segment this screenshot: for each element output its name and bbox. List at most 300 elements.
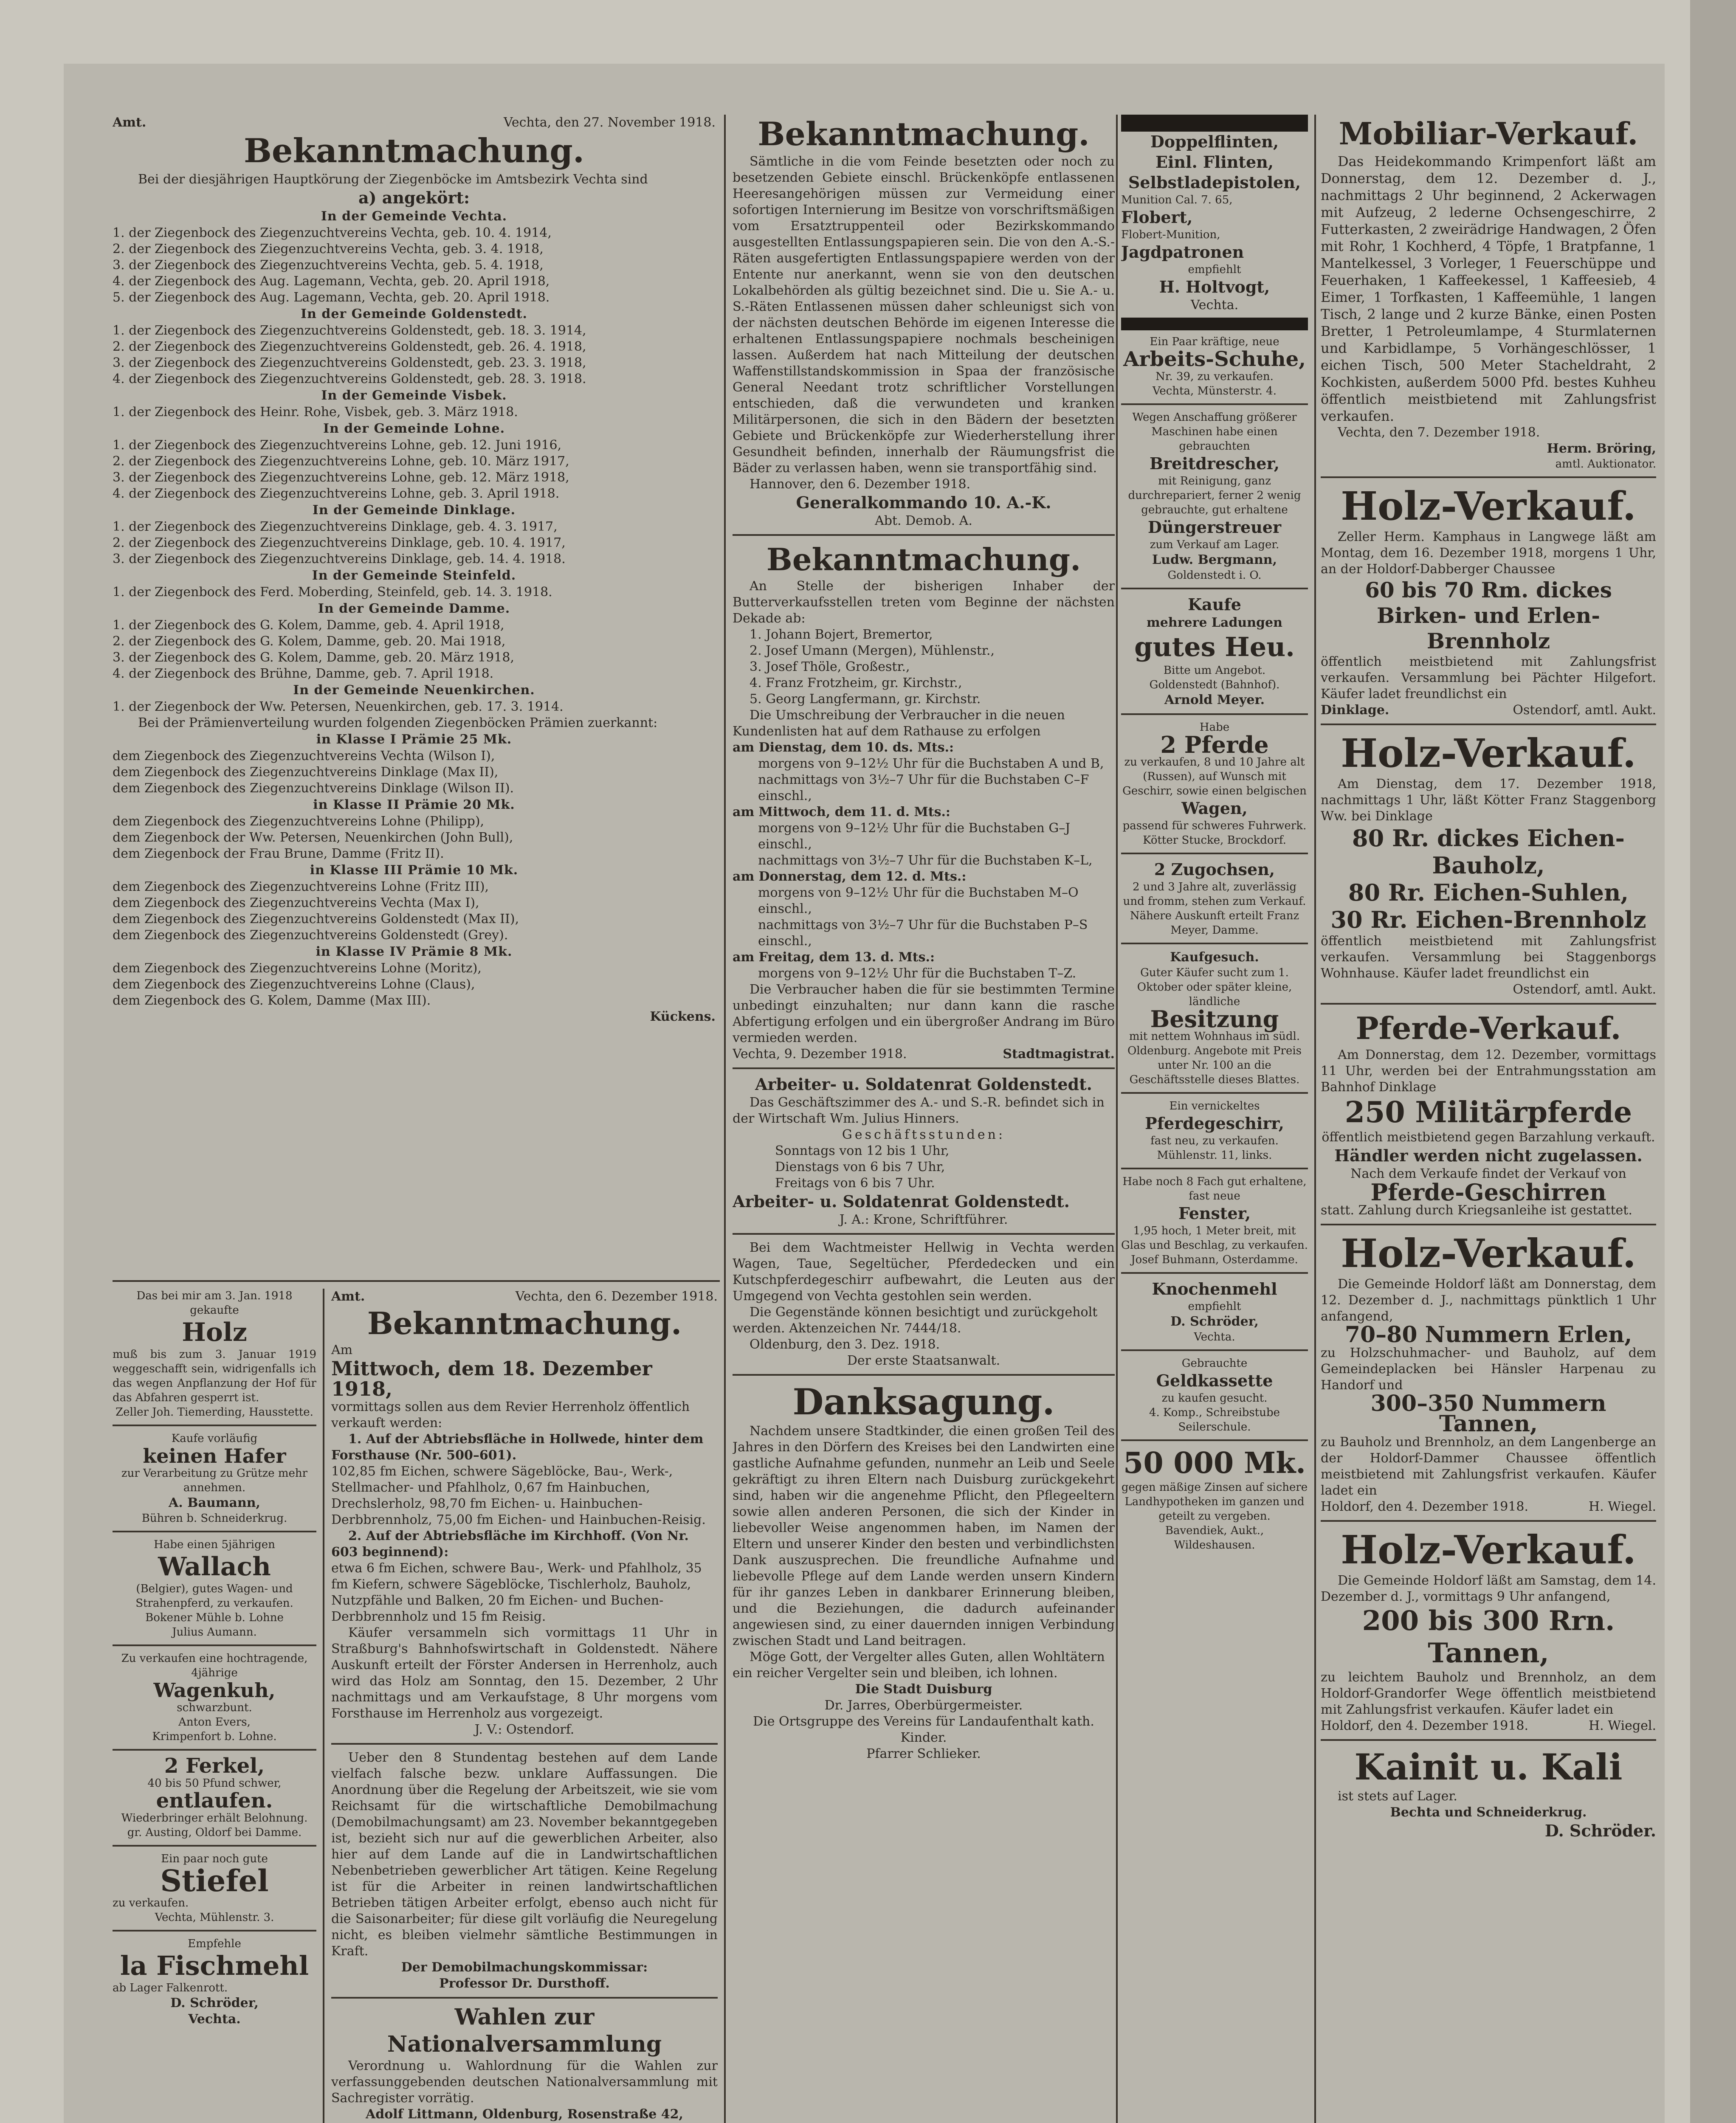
theft-sign: Der erste Staatsanwalt. <box>847 1353 1000 1368</box>
butter-footer <box>733 1046 1115 1062</box>
gelding-title: Wallach <box>158 1552 271 1582</box>
class-line: dem Ziegenbock des Ziegenzuchtvereins Goldenstedt (Grey). <box>113 928 508 943</box>
furniture-sign2: amtl. Auktionator. <box>1555 458 1656 470</box>
forestry-p2-body: etwa 6 fm Eichen, schwere Bau-, Werk- und Pfahlholz, 35 fm Kiefern, schwere Sägeblöcke, Tischlerholz, Bauholz, Nutzpfähle und Balken, 20 fm Eichen- und Buchen-Derbbrennholz und 15 fm Reisig. <box>331 1561 702 1624</box>
wood-item: 80 Rr. dickes Eichen-Bauholz, <box>1352 825 1625 879</box>
group-line: 4. der Ziegenbock des Aug. Lagemann, Vechta, geb. 20. April 1918, <box>113 274 550 289</box>
class-line: dem Ziegenbock des Ziegenzuchtvereins Lohne (Philipp), <box>113 814 485 829</box>
column-divider <box>1314 115 1316 2123</box>
horse-sale-after: Nach dem Verkaufe findet der Verkauf von <box>1350 1166 1626 1181</box>
recommends: empfiehlt <box>1188 263 1241 276</box>
person-line: 3. Josef Thöle, Großestr., <box>750 659 910 674</box>
butter-date: Vechta, 9. Dezember 1918. <box>733 1047 907 1062</box>
class-line: dem Ziegenbock des Ziegenzuchtvereins Lohne (Moritz), <box>113 961 482 976</box>
group-line: 2. der Ziegenbock des G. Kolem, Damme, geb. 20. Mai 1918, <box>113 634 506 649</box>
schedule-line: am Dienstag, dem 10. ds. Mts.: <box>733 740 954 755</box>
windows-intro: Habe noch 8 Fach gut erhaltene, fast neue <box>1122 1175 1307 1202</box>
loan-amount: 50 000 Mk. <box>1123 1446 1306 1480</box>
divider <box>113 1425 316 1426</box>
buy-sub: mehrere Ladungen <box>1147 615 1282 630</box>
notice-intro: Bei der diesjährigen Hauptkörung der Ziegenböcke im Amtsbezirk Vechta sind <box>138 172 648 187</box>
fishmeal-title: la Fischmehl <box>120 1950 309 1981</box>
schedule-line: am Freitag, dem 13. d. Mts.: <box>733 950 935 965</box>
butter-persons <box>733 627 1115 707</box>
horse-sale-title: Pferde-Verkauf. <box>1356 1010 1621 1046</box>
theft-date: Oldenburg, den 3. Dez. 1918. <box>750 1337 940 1352</box>
group-heading: In der Gemeinde Goldenstedt. <box>301 307 527 321</box>
goldenstedt: Goldenstedt i. O. <box>1167 569 1262 582</box>
class-heading: in Klasse II Prämie 20 Mk. <box>313 797 515 812</box>
cow-intro: Zu verkaufen eine hochtragende, 4jährige <box>121 1652 308 1679</box>
divider <box>1321 1224 1656 1225</box>
divider <box>733 1233 1115 1235</box>
wood-claim-body: muß bis zum 3. Januar 1919 weggeschafft sein, widrigenfalls ich das wegen Anpflanzung der Hof für das Abfahren gesperrt ist. <box>113 1348 316 1404</box>
header-date: Vechta, den 27. November 1918. <box>503 115 716 130</box>
hours-line: Freitags von 6 bis 7 Uhr. <box>775 1176 935 1191</box>
notice-title: Bekanntmachung. <box>244 132 584 170</box>
shoes-size: Nr. 39, zu verkaufen. <box>1155 370 1274 383</box>
wood-sale-3-date: Holdorf, den 4. Dezember 1918. <box>1321 1499 1529 1514</box>
gelding-seller: Julius Aumann. <box>172 1626 257 1639</box>
cow-title: Wagenkuh, <box>153 1679 276 1702</box>
wood-sale-1-title: Holz-Verkauf. <box>1341 483 1636 529</box>
harness-intro: Ein vernickeltes <box>1169 1100 1260 1112</box>
forestry-title: Bekanntmachung. <box>367 1305 682 1341</box>
windows-seller: Josef Buhmann, Osterdamme. <box>1131 1253 1298 1266</box>
premium-intro: Bei der Prämienverteilung wurden folgenden Ziegenböcken Prämien zuerkannt: <box>138 715 658 730</box>
thanks-body2: Möge Gott, der Vergelter alles Guten, allen Wohltätern ein reicher Vergelter sein und bleiben, ich lohnen. <box>733 1650 1105 1681</box>
spreader: Düngerstreuer <box>1148 518 1281 537</box>
group-line: 2. der Ziegenbock des Ziegenzuchtvereins Vechta, geb. 3. 4. 1918, <box>113 242 544 256</box>
group-line: 4. der Ziegenbock des Ziegenzuchtvereins Goldenstedt, geb. 28. 3. 1918. <box>113 372 586 386</box>
piglets-escaped: entlaufen. <box>156 1789 273 1813</box>
divider <box>113 1280 720 1282</box>
divider <box>1321 1520 1656 1522</box>
group-heading: In der Gemeinde Visbek. <box>321 388 507 403</box>
wood-sale-4-body2: zu leichtem Bauholz und Brennholz, an dem Holdorf-Grandorfer Wege öffentlich meistbietend mit Zahlungsfrist verkaufen. Käufer ladet ein <box>1321 1670 1656 1717</box>
wood-sale-3-sign: H. Wiegel. <box>1589 1499 1656 1514</box>
wood-sale-2-title: Holz-Verkauf. <box>1341 730 1636 776</box>
thresher-intro: Wegen Anschaffung größerer Maschinen habe einen gebrauchten <box>1132 411 1297 453</box>
forestry-office: Amt. <box>331 1289 365 1304</box>
furniture-title: Mobiliar-Verkauf. <box>1339 115 1638 152</box>
horses-body: zu verkaufen, 8 und 10 Jahre alt (Russen), auf Wunsch mit Geschirr, sowie einen belgischen <box>1122 756 1307 797</box>
divider <box>113 1531 316 1532</box>
group-line: 3. der Ziegenbock des G. Kolem, Damme, geb. 20. März 1918, <box>113 650 514 665</box>
forestry-p1: 1. Auf der Abtriebsfläche in Hollwede, hinter dem Forsthause (Nr. 500–601). <box>331 1432 704 1463</box>
estate-body: mit nettem Wohnhaus im südl. Oldenburg. Angebote mit Preis unter Nr. 100 an die Geschäftsstelle dieses Blattes. <box>1127 1030 1302 1086</box>
council-sign2: J. A.: Krone, Schriftführer. <box>839 1212 1008 1227</box>
fishmeal-seller: D. Schröder, <box>170 1996 259 2010</box>
thresher-body: mit Reinigung, ganz durchrepariert, ferner 2 wenig gebrauchte, gut erhaltene <box>1128 475 1301 516</box>
vechta: Vechta. <box>1190 298 1239 313</box>
wood-sale-3-items1: 70–80 Nummern Erlen, <box>1344 1322 1632 1348</box>
person-line: 2. Josef Umann (Mergen), Mühlenstr., <box>750 643 995 658</box>
holtvogt: H. Holtvogt, <box>1159 277 1270 296</box>
horse-sale-body: Am Donnerstag, dem 12. Dezember, vormittags 11 Uhr, werden bei der Entrahmungsstation am Bahnhof Dinklage <box>1321 1047 1656 1095</box>
group-line: 3. der Ziegenbock des Ziegenzuchtvereins Goldenstedt, geb. 23. 3. 1918, <box>113 355 586 370</box>
black-bar <box>1121 318 1308 330</box>
thanks-group: Die Ortsgruppe des Vereins für Landaufenthalt kath. Kinder. <box>753 1714 1094 1745</box>
divider <box>1121 403 1308 405</box>
header-office: Amt. <box>113 115 147 130</box>
thresher-title: Breitdrescher, <box>1150 454 1279 473</box>
class-heading: in Klasse I Prämie 25 Mk. <box>316 732 512 747</box>
theft-notice2: Die Gegenstände können besichtigt und zurückgeholt werden. Aktenzeichen Nr. 7444/18. <box>733 1305 1098 1336</box>
small-ads <box>113 1289 316 2027</box>
horse-sale-count: 250 Militärpferde <box>1344 1095 1632 1129</box>
divider <box>1121 1272 1308 1274</box>
potash-body: ist stets auf Lager. <box>1338 1789 1457 1804</box>
column-three <box>1121 115 1308 2123</box>
oats-title: keinen Hafer <box>143 1444 286 1467</box>
wood-item: 30 Rr. Eichen-Brennholz <box>1330 906 1646 933</box>
election-printer: Adolf Littmann, Oldenburg, Rosenstraße 42, <box>365 2107 683 2122</box>
forestry-sign: J. V.: Ostendorf. <box>474 1722 575 1737</box>
oxen-body: 2 und 3 Jahre alt, zuverlässig und fromm, stehen zum Verkauf. <box>1123 881 1306 908</box>
group-line: 2. der Ziegenbock des Ziegenzuchtvereins Goldenstedt, geb. 26. 4. 1918, <box>113 339 586 354</box>
cashbox-company: 4. Komp., Schreibstube Seilerschule. <box>1149 1406 1280 1433</box>
demob-date: Hannover, den 6. Dezember 1918. <box>750 477 971 492</box>
gelding-mill: Bokener Mühle b. Lohne <box>145 1611 284 1624</box>
class-heading: in Klasse III Prämie 10 Mk. <box>310 863 519 878</box>
furniture-body: Das Heidekommando Krimpenfort läßt am Donnerstag, dem 12. Dezember d. J., nachmittags 2 Uhr beginnend, 2 Ackerwagen mit Aufzeug, 2 lederne Ochsengeschirre, 2 Futterkasten, 2 zweirädrige Handwagen, 2 Öfen mit Rohr, 1 Kochherd, 4 Töpfe, 1 Bratpfanne, 1 Mantelkessel, 3 Vorleger, 1 Feuerschüppe und Feuerhaken, 1 Kaffeekessel, 1 Kaffeesieb, 4 Eimer, 1 Torfkasten, 1 Kaffeemühle, 1 langen Tisch, 2 lange und 2 kurze Bänke, einen Posten Bretter, 1 Petroleumlampe, 4 Sturmlaternen und Karbidlampe, 5 Vorhängeschlösser, 1 eichen Tisch, 500 Meter Stacheldraht, 2 Kochkisten, außerdem 5000 Pfd. bestes Kuhheu öffentlich meistbietend mit Zahlungsfrist verkaufen. <box>1321 153 1656 424</box>
oxen-title: 2 Zugochsen, <box>1154 860 1275 879</box>
group-line: 1. der Ziegenbock des G. Kolem, Damme, geb. 4. April 1918, <box>113 618 504 633</box>
council-sign: Arbeiter- u. Soldatenrat Goldenstedt. <box>733 1192 1070 1211</box>
butter-body3: Die Umschreibung der Verbraucher in die neuen Kundenlisten hat auf dem Rathause zu erfolgen <box>733 708 1065 739</box>
wood-sale-3-title: Holz-Verkauf. <box>1341 1230 1636 1276</box>
page-fold-shadow <box>1690 0 1736 2123</box>
group-line: 1. der Ziegenbock des Ferd. Moberding, Steinfeld, geb. 14. 3. 1918. <box>113 585 552 600</box>
wood-sale-4-footer <box>1321 1718 1656 1734</box>
council-hours <box>733 1143 1115 1191</box>
eight-hour-commissioner: Der Demobilmachungskommissar: <box>401 1960 648 1975</box>
forestry-p3: Käufer versammeln sich vormittags 11 Uhr in Straßburg's Bahnhofswirtschaft in Goldenstedt. Nähere Auskunft erteilt der Förster Andersen in Herrenholz, auch wird das Holz am Sonntag, den 15. Dezember, 2 Uhr nachmittags und am Verkaufstage, 8 Uhr morgens vom Forsthause im Herrenholz aus vorgezeigt. <box>331 1625 718 1721</box>
forestry-date: Vechta, den 6. Dezember 1918. <box>515 1289 718 1304</box>
wood-sale-4-date: Holdorf, den 4. Dezember 1918. <box>1321 1718 1529 1733</box>
oats-place: Bühren b. Schneiderkrug. <box>141 1512 287 1525</box>
class-heading: in Klasse IV Prämie 8 Mk. <box>316 944 513 959</box>
wood-sale-4-body: Die Gemeinde Holdorf läßt am Samstag, dem 14. Dezember d. J., vormittags 9 Uhr anfangend, <box>1321 1573 1656 1604</box>
group-line: 2. der Ziegenbock des Ziegenzuchtvereins Dinklage, geb. 10. 4. 1917, <box>113 535 566 550</box>
horse-sale-dealers: Händler werden nicht zugelassen. <box>1334 1146 1643 1165</box>
divider <box>1121 943 1308 944</box>
bonemeal-seller: D. Schröder, <box>1170 1314 1259 1329</box>
column-two <box>733 115 1115 2123</box>
loan-auctioneer: Bavendiek, Aukt., <box>1165 1524 1264 1537</box>
cashbox-title: Geldkassette <box>1156 1371 1273 1390</box>
piglets-reward: Wiederbringer erhält Belohnung. <box>121 1812 308 1825</box>
divider <box>331 1743 718 1745</box>
group-line: 2. der Ziegenbock des Ziegenzuchtvereins Lohne, geb. 10. März 1917, <box>113 454 569 469</box>
butter-body4: Die Verbraucher haben die für sie bestimmten Termine unbedingt einzuhalten; nur dann kann die rasche Abfertigung erfolgen und ein übergroßer Andrang im Büro vermieden werden. <box>733 982 1115 1045</box>
windows-body: 1,95 hoch, 1 Meter breit, mit Glas und Beschlag, zu verkaufen. <box>1121 1225 1308 1252</box>
wood-item: 80 Rr. Eichen-Suhlen, <box>1348 879 1629 906</box>
forestry-notice <box>331 1289 718 2123</box>
divider <box>1121 1349 1308 1351</box>
piglets-weight: 40 bis 50 Pfund schwer, <box>147 1777 282 1790</box>
newspaper-page <box>64 64 1665 2123</box>
group-line: 1. der Ziegenbock des Ziegenzuchtvereins Lohne, geb. 12. Juni 1916, <box>113 438 562 453</box>
piglets-title: 2 Ferkel, <box>164 1754 265 1778</box>
thanks-body: Nachdem unsere Stadtkinder, die einen großen Teil des Jahres in den Dörfern des Kreises bei den Landwirten eine gastliche Aufnahme gefunden, nunmehr an Leib und Seele gekräftigt zu ihren Eltern nach Duisburg zurückgekehrt sind, haben wir die angenehme Pflicht, den Pflegeeltern sowie allen anderen Personen, die sich der Kinder in liebevoller Weise angenommen haben, im Namen der Eltern und unserer Kinder den besten und verbindlichsten Dank auszusprechen. Die freundliche Aufnahme und liebevolle Pflege auf dem Lande werden unsern Kindern für ihr ganzes Leben in dankbarer Erinnerung bleiben, und die Beziehungen, die dadurch aufeinander angewiesen sind, zu einer dauernden innigen Verbindung zwischen Stadt und Land beitragen. <box>733 1424 1115 1648</box>
premium-classes <box>113 731 716 1009</box>
wood-sale-1-body2: öffentlich meistbietend mit Zahlungsfrist verkaufen. Versammlung bei Pächter Hilgefort. Käufer ladet freundlichst ein <box>1321 654 1656 701</box>
wood-sale-3-footer <box>1321 1499 1656 1515</box>
divider <box>1321 1739 1656 1741</box>
wagon-body: passend für schweres Fuhrwerk. <box>1122 819 1307 832</box>
gun-line: Selbstladepistolen, <box>1128 173 1301 192</box>
notice-header <box>113 115 716 131</box>
divider <box>733 1067 1115 1069</box>
group-heading: In der Gemeinde Neuenkirchen. <box>293 683 535 698</box>
class-line: dem Ziegenbock des G. Kolem, Damme (Max III). <box>113 993 431 1008</box>
guns-ad <box>1121 132 1308 193</box>
class-line: dem Ziegenbock der Frau Brune, Damme (Fritz II). <box>113 846 444 861</box>
bonemeal-rec: empfiehlt <box>1188 1300 1241 1313</box>
fishmeal-town: Vechta. <box>188 2012 241 2027</box>
group-line: 1. der Ziegenbock des Heinr. Rohe, Visbek, geb. 3. März 1918. <box>113 405 518 420</box>
schedule-line: morgens von 9–12½ Uhr für die Buchstaben T–Z. <box>758 966 1077 981</box>
windows-title: Fenster, <box>1178 1204 1251 1223</box>
hours-line: Dienstags von 6 bis 7 Uhr, <box>775 1160 945 1174</box>
group-line: 3. der Ziegenbock des Ziegenzuchtvereins Vechta, geb. 5. 4. 1918, <box>113 258 544 273</box>
oxen-info: Nähere Auskunft erteilt Franz Meyer, Damme. <box>1130 909 1299 937</box>
schedule-line: am Donnerstag, dem 12. d. Mts.: <box>733 869 967 884</box>
horses-title: 2 Pferde <box>1160 731 1269 758</box>
boots-title: Stiefel <box>160 1863 269 1898</box>
harness-body: fast neu, zu verkaufen. <box>1150 1135 1279 1147</box>
thanks-priest: Pfarrer Schlieker. <box>866 1746 981 1761</box>
divider <box>1121 588 1308 589</box>
divider <box>113 1644 316 1646</box>
eight-hour-body: Ueber den 8 Stundentag bestehen auf dem Lande vielfach falsche bezw. unklare Auffassungen. Die Anordnung über die Regelung der Arbeitszeit, wie sie vom Reichsamt für die wirtschaftliche Demobilmachung (Demobilmachungsamt) am 23. November bekanntgegeben ist, bezieht sich nur auf die gewerblichen Arbeiter, also hier auf dem Lande auf die in Landwirtschaftlichen Nebenbetrieben gewerblicher Art tätigen. Keine Regelung ist für die Arbeiter in reinen landwirtschaftlichen Betrieben tätigen Arbeiter erfolgt, ebenso auch nicht für die Saisonarbeiter; für diese gilt vorläufig die Neuregelung nicht, es bleiben vielmehr sämtliche Bestimmungen in Kraft. <box>331 1750 718 1959</box>
buy-title: Kaufe <box>1188 595 1241 614</box>
divider <box>113 1930 316 1932</box>
schedule-line: morgens von 9–12½ Uhr für die Buchstaben M–O einschl., <box>758 885 1079 916</box>
thanks-city: Die Stadt Duisburg <box>855 1682 992 1697</box>
notice-signature: Kückens. <box>650 1009 716 1024</box>
koetter: Kötter Stucke, Brockdorf. <box>1143 834 1286 847</box>
gun-line: Doppelflinten, <box>1150 132 1279 151</box>
furniture-sign: Herm. Bröring, <box>1547 441 1656 456</box>
potash-title: Kainit u. Kali <box>1354 1746 1623 1788</box>
boots-body: zu verkaufen. <box>113 1897 189 1909</box>
divider <box>1321 1003 1656 1005</box>
group-heading: In der Gemeinde Damme. <box>318 601 510 616</box>
shoes-title: Arbeits-Schuhe, <box>1123 347 1306 371</box>
horse-sale-payment: statt. Zahlung durch Kriegsanleihe ist gestattet. <box>1321 1203 1632 1218</box>
flobert: Flobert, <box>1121 208 1193 227</box>
flobert-ammo: Flobert-Munition, <box>1121 228 1220 241</box>
demob-sign2: Abt. Demob. A. <box>875 513 972 528</box>
potash-place: Bechta und Schneiderkrug. <box>1390 1805 1587 1820</box>
forestry-am: Am <box>331 1343 353 1357</box>
divider <box>1121 1092 1308 1094</box>
person-line: 5. Georg Langfermann, gr. Kirchstr. <box>750 692 981 707</box>
divider <box>331 1997 718 1999</box>
election-title: Wahlen zur Nationalversammlung <box>387 2004 662 2057</box>
column-four <box>1321 115 1656 2123</box>
hay-title: gutes Heu. <box>1134 631 1295 662</box>
eight-hour-prof: Professor Dr. Dursthoff. <box>439 1976 610 1991</box>
horses-have: Habe <box>1199 721 1230 734</box>
column-divider <box>1116 115 1118 2123</box>
buy-name: Arnold Meyer. <box>1164 693 1265 707</box>
class-line: dem Ziegenbock des Ziegenzuchtvereins Lohne (Fritz III), <box>113 879 489 894</box>
class-line: dem Ziegenbock des Ziegenzuchtvereins Lohne (Claus), <box>113 977 475 992</box>
class-line: dem Ziegenbock des Ziegenzuchtvereins Vechta (Wilson I), <box>113 749 495 763</box>
schedule-line: morgens von 9–12½ Uhr für die Buchstaben G–J einschl., <box>758 821 1071 852</box>
cow-body: schwarzbunt. <box>177 1701 252 1714</box>
section-licensed: a) angekört: <box>358 188 470 207</box>
gelding-intro: Habe einen 5jährigen <box>154 1538 275 1551</box>
wood-claim-title: Holz <box>182 1318 247 1347</box>
divider <box>1321 724 1656 725</box>
wagon-title: Wagen, <box>1181 799 1248 818</box>
forestry-day: Mittwoch, dem 18. Dezember 1918, <box>331 1357 652 1400</box>
bonemeal-title: Knochenmehl <box>1152 1279 1277 1298</box>
butter-body: An Stelle der bisherigen Inhaber der Butterverkaufsstellen treten vom Beginne der nächsten Dekade ab: <box>733 579 1115 626</box>
group-line: 4. der Ziegenbock des Ziegenzuchtvereins Lohne, geb. 3. April 1918. <box>113 486 560 501</box>
thanks-mayor: Dr. Jarres, Oberbürgermeister. <box>824 1698 1023 1713</box>
forestry-p1-body: 102,85 fm Eichen, schwere Sägeblöcke, Bau-, Werk-, Stellmacher- und Pfahlholz, 0,67 fm Hainbuchen, Drechslerholz, 98,70 fm Eichen- u. Hainbuchen-Derbbrennholz, 75,00 fm Eichen- und Hainbuchen-Reisig. <box>331 1464 706 1527</box>
wood-sale-1-body: Zeller Herm. Kamphaus in Langwege läßt am Montag, dem 16. Dezember 1918, morgens 1 Uhr, an der Holdorf-Dabberger Chaussee <box>1321 529 1656 577</box>
class-line: dem Ziegenbock der Ww. Petersen, Neuenkirchen (John Bull), <box>113 830 513 845</box>
group-line: 1. der Ziegenbock des Ziegenzuchtvereins Dinklage, geb. 4. 3. 1917, <box>113 519 558 534</box>
butter-sign: Stadtmagistrat. <box>1003 1047 1115 1062</box>
piglets-owner: gr. Austing, Oldorf bei Damme. <box>127 1826 302 1839</box>
divider <box>113 1749 316 1751</box>
person-line: 1. Johann Bojert, Bremertor, <box>750 627 933 642</box>
cashbox-intro: Gebrauchte <box>1181 1357 1248 1370</box>
cow-place: Krimpenfort b. Lohne. <box>152 1730 277 1743</box>
wood-sale-1-place: Dinklage. <box>1321 703 1389 718</box>
wanted-body: Guter Käufer sucht zum 1. Oktober oder später kleine, ländliche <box>1137 966 1292 1008</box>
cashbox-body: zu kaufen gesucht. <box>1161 1392 1268 1405</box>
boots-intro: Ein paar noch gute <box>161 1853 268 1865</box>
ammo-line: Munition Cal. 7. 65, <box>1121 194 1233 206</box>
column-divider <box>724 115 726 2123</box>
furniture-date: Vechta, den 7. Dezember 1918. <box>1338 425 1540 440</box>
group-heading: In der Gemeinde Dinklage. <box>312 503 516 518</box>
forestry-body1: vormittags sollen aus dem Revier Herrenholz öffentlich verkauft werden: <box>331 1399 690 1430</box>
black-bar <box>1121 115 1308 132</box>
schedule-line: am Mittwoch, dem 11. d. Mts.: <box>733 805 950 819</box>
group-heading: In der Gemeinde Lohne. <box>323 421 505 436</box>
bergmann: Ludw. Bergmann, <box>1152 552 1277 567</box>
potash-seller: D. Schröder. <box>1544 1821 1656 1840</box>
oats-seller: A. Baumann, <box>168 1495 261 1510</box>
schedule-line: nachmittags von 3½–7 Uhr für die Buchstaben P–S einschl., <box>758 918 1088 949</box>
wood-sale-4-sign: H. Wiegel. <box>1589 1718 1656 1733</box>
demob-sign: Generalkommando 10. A.-K. <box>796 493 1051 512</box>
fishmeal-intro: Empfehle <box>188 1937 241 1950</box>
wood-sale-3-items2: 300–350 Nummern Tannen, <box>1370 1391 1606 1437</box>
forestry-header <box>331 1289 718 1305</box>
group-line: 3. der Ziegenbock des Ziegenzuchtvereins Dinklage, geb. 14. 4. 1918. <box>113 552 566 566</box>
divider <box>1121 1168 1308 1169</box>
wood-sale-2-items <box>1321 825 1656 933</box>
thanks-title: Danksagung. <box>792 1381 1055 1423</box>
horse-sale-body2: öffentlich meistbietend gegen Barzahlung verkauft. <box>1322 1130 1655 1145</box>
wood-sale-3-body2: zu Holzschuhmacher- und Bauholz, auf dem Gemeindeplacken bei Hänsler Harpenau zu Handorf und <box>1321 1346 1656 1393</box>
boots-address: Vechta, Mühlenstr. 3. <box>155 1911 274 1924</box>
council-body: Das Geschäftszimmer des A.- und S.-R. befindet sich in der Wirtschaft Wm. Julius Hinners. <box>733 1095 1105 1126</box>
column-divider <box>323 1289 324 2123</box>
divider <box>113 1845 316 1847</box>
buy-station: Goldenstedt (Bahnhof). <box>1149 679 1280 691</box>
oats-body: zur Verarbeitung zu Grütze mehr annehmen. <box>121 1467 308 1494</box>
group-line: 1. der Ziegenbock des Ziegenzuchtvereins Goldenstedt, geb. 18. 3. 1914, <box>113 323 586 338</box>
hunting-ammo: Jagdpatronen <box>1121 242 1244 262</box>
schedule-line: nachmittags von 3½–7 Uhr für die Buchstaben C–F einschl., <box>758 772 1089 803</box>
class-line: dem Ziegenbock des Ziegenzuchtvereins Vechta (Max I), <box>113 895 479 910</box>
divider <box>733 1374 1115 1376</box>
group-line: 3. der Ziegenbock des Ziegenzuchtvereins Lohne, geb. 12. März 1918, <box>113 470 569 485</box>
group-heading: In der Gemeinde Vechta. <box>321 209 507 224</box>
wood-sale-1-sign: Ostendorf, amtl. Aukt. <box>1513 703 1656 718</box>
wood-sale-1-items: 60 bis 70 Rm. dickes Birken- und Erlen-Brennholz <box>1365 577 1612 653</box>
class-line: dem Ziegenbock des Ziegenzuchtvereins Dinklage (Wilson II). <box>113 781 514 796</box>
gun-line: Einl. Flinten, <box>1155 152 1274 172</box>
group-line: 5. der Ziegenbock des Aug. Lagemann, Vechta, geb. 20. April 1918. <box>113 290 550 305</box>
divider <box>1121 713 1308 715</box>
demob-body: Sämtliche in die vom Feinde besetzten oder noch zu besetzenden Gebiete einschl. Brückenköpfe entlassenen Heeresangehörigen müssen zur Vermeidung einer sofortigen Internierung im Besitze von vorschriftsmäßigen vom Ersatztruppenteil oder Bezirkskommando ausgestellten Entlassungspapieren sein. Die von den A.-S.-Räten ausgefertigten Entlassungspapiere werden von der Entente nur anerkannt, wenn sie von den deutschen Lokalbehörden als gültig bezeichnet sind. Die u. Sie A.- u. S.-Räten Entlassenen müssen daher schleunigst sich von der nächsten deutschen Behörde im eigenen Interesse die erhaltenen Entlassungspapiere nochmals bescheinigen lassen. Außerdem hat nach Mitteilung der deutschen Waffenstillstandskommission in Spaa der französische General Needant trotz schriftlicher Vorstellungen entschieden, daß die verwundeten und kranken Militärpersonen, die sich in den Bädern der besetzten Gebiete und Brückenköpfe zur Wiederherstellung ihrer Gesundheit befinden, innerhalb der Räumungsfrist die Bäder zu verlassen haben, wenn sie transportfähig sind. <box>733 154 1115 476</box>
council-title: Arbeiter- u. Soldatenrat Goldenstedt. <box>755 1075 1092 1094</box>
wood-sale-2-body2: öffentlich meistbietend mit Zahlungsfrist verkaufen. Versammlung bei Staggenborgs Wohnhause. Käufer ladet freundlichst ein <box>1321 934 1656 981</box>
goat-licensing-notice <box>113 115 716 1278</box>
butter-schedule <box>733 740 1115 982</box>
hours-line: Sonntags von 12 bis 1 Uhr, <box>775 1143 950 1158</box>
group-heading: In der Gemeinde Steinfeld. <box>312 568 516 583</box>
wood-sale-1-footer <box>1321 702 1656 718</box>
shoes-intro: Ein Paar kräftige, neue <box>1150 335 1279 348</box>
wood-sale-4-title: Holz-Verkauf. <box>1341 1527 1636 1573</box>
divider <box>1121 853 1308 854</box>
class-line: dem Ziegenbock des Ziegenzuchtvereins Dinklage (Max II), <box>113 765 499 780</box>
cow-seller: Anton Evers, <box>178 1716 251 1729</box>
council-hours-title: Geschäftsstunden: <box>842 1127 1006 1142</box>
group-line: 1. der Ziegenbock des Ziegenzuchtvereins Vechta, geb. 10. 4. 1914, <box>113 225 552 240</box>
schedule-line: morgens von 9–12½ Uhr für die Buchstaben A und B, <box>758 756 1104 771</box>
person-line: 4. Franz Frotzheim, gr. Kirchstr., <box>750 676 962 690</box>
class-line: dem Ziegenbock des Ziegenzuchtvereins Goldenstedt (Max II), <box>113 912 519 926</box>
licensing-groups <box>113 208 716 715</box>
fishmeal-stock: ab Lager Falkenrott. <box>113 1982 228 1994</box>
wood-claim-intro: Das bei mir am 3. Jan. 1918 gekaufte <box>136 1290 293 1317</box>
theft-notice: Bei dem Wachtmeister Hellwig in Vechta werden Wagen, Taue, Segeltücher, Pferdedecken und ein Kutschpferdegeschirr aufbewahrt, die Leuten aus der Umgegend von Vechta gestohlen sein werden. <box>733 1240 1115 1304</box>
wood-sale-2-body: Am Dienstag, dem 17. Dezember 1918, nachmittags 1 Uhr, läßt Kötter Franz Staggenborg Ww. bei Dinklage <box>1321 777 1656 824</box>
loan-town: Wildeshausen. <box>1174 1539 1255 1551</box>
gelding-body: (Belgier), gutes Wagen- und Strahenpferd, zu verkaufen. <box>135 1582 293 1610</box>
harness-title: Pferdegeschirr, <box>1145 1114 1284 1133</box>
oats-intro: Kaufe vorläufig <box>171 1432 258 1445</box>
divider <box>1321 476 1656 478</box>
harness-address: Mühlenstr. 11, links. <box>1157 1149 1272 1162</box>
divider <box>733 534 1115 536</box>
group-line: 4. der Ziegenbock des Brühne, Damme, geb. 7. April 1918. <box>113 666 494 681</box>
shoes-address: Vechta, Münsterstr. 4. <box>1153 385 1277 397</box>
estate-title: Besitzung <box>1150 1005 1279 1033</box>
wood-sale-3-body: Die Gemeinde Holdorf läßt am Donnerstag, dem 12. Dezember d. J., nachmittags pünktlich 1 Uhr anfangend, <box>1321 1277 1656 1324</box>
election-body: Verordnung u. Wahlordnung für die Wahlen zur verfassunggebenden deutschen Nationalversammlung mit Sachregister vorrätig. <box>331 2058 718 2106</box>
bonemeal-town: Vechta. <box>1194 1331 1235 1343</box>
buy-ask: Bitte um Angebot. <box>1163 664 1266 677</box>
loan-body: gegen mäßige Zinsen auf sichere Landhypotheken im ganzen und geteilt zu vergeben. <box>1121 1481 1308 1523</box>
wanted-title: Kaufgesuch. <box>1170 950 1259 965</box>
